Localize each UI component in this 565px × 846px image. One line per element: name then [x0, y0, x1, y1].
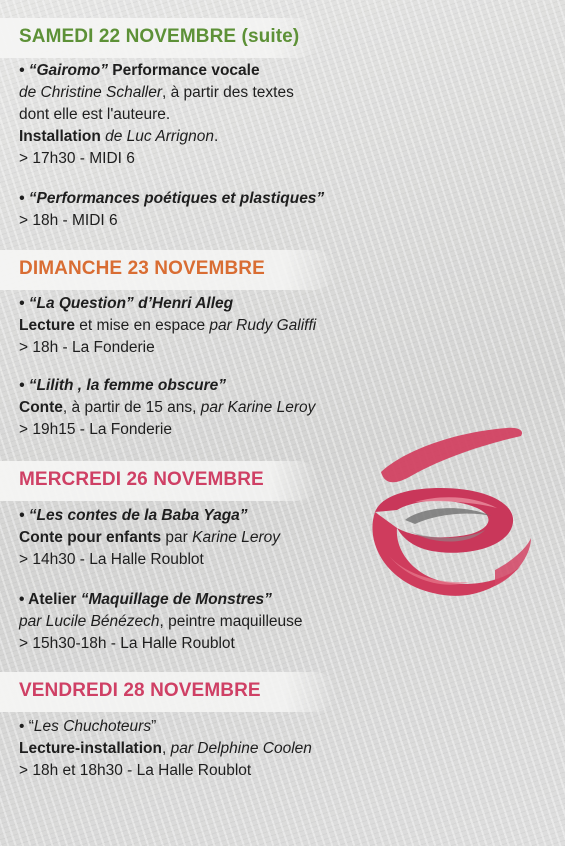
heading-band: [0, 672, 335, 712]
event-title: • “Performances poétiques et plastiques”: [19, 190, 325, 207]
event-time: > 17h30 - MIDI 6: [19, 150, 135, 167]
event-kind: Conte pour enfants par Karine Leroy: [19, 529, 280, 546]
day-heading: MERCREDI 26 NOVEMBRE: [19, 469, 264, 490]
event-installation: Installation de Luc Arrignon.: [19, 128, 219, 145]
event-gairomo: [19, 60, 419, 170]
event-performances: [19, 188, 419, 232]
event-title: • “Les Chuchoteurs”: [19, 718, 157, 735]
day-heading: VENDREDI 28 NOVEMBRE: [19, 680, 261, 701]
event-description-2: dont elle est l'auteure.: [19, 106, 171, 123]
section-vendredi-28: [0, 672, 400, 712]
event-description: de Christine Schaller, à partir des textes: [19, 84, 294, 101]
event-title: • “Gairomo” Performance vocale: [19, 62, 260, 79]
heading-band: [0, 461, 318, 501]
event-title: • “La Question” d’Henri Alleg: [19, 295, 234, 312]
event-time: > 18h et 18h30 - La Halle Roublot: [19, 762, 252, 779]
event-chuchoteurs: [19, 716, 419, 782]
event-title: • Atelier “Maquillage de Monstres”: [19, 591, 272, 608]
section-mercredi-26: [0, 461, 400, 501]
day-heading: SAMEDI 22 NOVEMBRE (suite): [19, 26, 300, 47]
day-heading: DIMANCHE 23 NOVEMBRE: [19, 258, 265, 279]
event-title: • “Les contes de la Baba Yaga”: [19, 507, 248, 524]
event-title: • “Lilith , la femme obscure”: [19, 377, 226, 394]
section-dimanche-23: [0, 250, 400, 290]
event-kind: par Lucile Bénézech, peintre maquilleuse: [19, 613, 303, 630]
event-time: > 19h15 - La Fonderie: [19, 421, 172, 438]
event-time: > 18h - MIDI 6: [19, 212, 118, 229]
heading-band: [0, 18, 318, 58]
event-kind: Lecture-installation, par Delphine Coolen: [19, 740, 312, 757]
red-brush-e-icon: [345, 420, 545, 615]
heading-band: [0, 250, 335, 290]
event-time: > 15h30-18h - La Halle Roublot: [19, 635, 235, 652]
section-samedi-22: [0, 18, 400, 58]
event-time: > 18h - La Fonderie: [19, 339, 155, 356]
event-la-question: [19, 293, 419, 359]
event-time: > 14h30 - La Halle Roublot: [19, 551, 204, 568]
event-kind: Conte, à partir de 15 ans, par Karine Leroy: [19, 399, 316, 416]
event-kind: Lecture et mise en espace par Rudy Galiffi: [19, 317, 317, 334]
